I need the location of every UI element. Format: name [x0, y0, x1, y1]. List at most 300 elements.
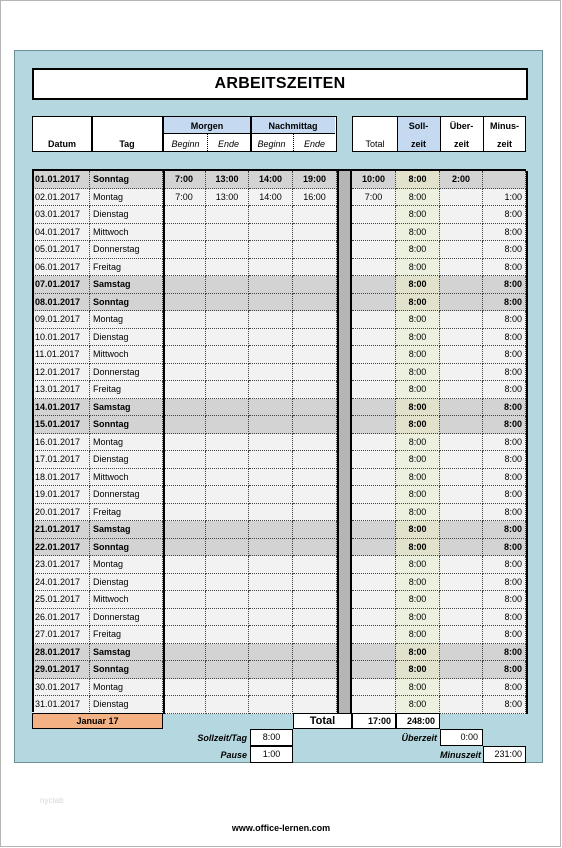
cell-me[interactable]: [206, 206, 249, 224]
cell-ueber: [440, 539, 483, 557]
cell-total: [352, 311, 396, 329]
cell-minus: 8:00: [483, 609, 526, 627]
cell-mb[interactable]: [163, 661, 206, 679]
cell-total: [352, 434, 396, 452]
cell-ne[interactable]: [293, 416, 337, 434]
sheet-title: ARBEITSZEITEN: [32, 68, 528, 100]
cell-soll: 8:00: [396, 329, 440, 347]
cell-ne[interactable]: [293, 504, 337, 522]
cell-mb[interactable]: [163, 224, 206, 242]
cell-total: [352, 486, 396, 504]
cell-mb[interactable]: [163, 329, 206, 347]
cell-ne[interactable]: [293, 556, 337, 574]
cell-ne[interactable]: [293, 364, 337, 382]
cell-total: [352, 644, 396, 662]
cell-ne[interactable]: [293, 626, 337, 644]
cell-ne[interactable]: [293, 434, 337, 452]
cell-tag: Donnerstag: [90, 241, 163, 259]
header-sums: [352, 116, 526, 152]
cell-soll: 8:00: [396, 224, 440, 242]
cell-mb[interactable]: [163, 644, 206, 662]
cell-minus: 8:00: [483, 241, 526, 259]
cell-total: [352, 416, 396, 434]
cell-ueber: [440, 434, 483, 452]
cell-soll: 8:00: [396, 469, 440, 487]
cell-me[interactable]: [206, 329, 249, 347]
cell-me[interactable]: [206, 679, 249, 697]
cell-minus: 8:00: [483, 661, 526, 679]
cell-me[interactable]: [206, 626, 249, 644]
header-times: [163, 116, 337, 152]
cell-me[interactable]: [206, 609, 249, 627]
cell-total: 7:00: [352, 189, 396, 207]
cell-minus: 8:00: [483, 416, 526, 434]
cell-ueber: [440, 364, 483, 382]
table-row: [15, 381, 544, 399]
cell-nb[interactable]: [249, 609, 293, 627]
cell-datum: 22.01.2017: [32, 539, 90, 557]
cell-nb[interactable]: 14:00: [249, 171, 293, 189]
cell-datum: 15.01.2017: [32, 416, 90, 434]
cell-nb[interactable]: [249, 241, 293, 259]
cell-ne[interactable]: [293, 486, 337, 504]
cell-datum: 30.01.2017: [32, 679, 90, 697]
cell-nb[interactable]: [249, 574, 293, 592]
cell-mb[interactable]: [163, 591, 206, 609]
table-row: [15, 574, 544, 592]
cell-soll: 8:00: [396, 171, 440, 189]
table-row: [15, 469, 544, 487]
cell-datum: 17.01.2017: [32, 451, 90, 469]
cell-soll: 8:00: [396, 626, 440, 644]
cell-ne[interactable]: 16:00: [293, 189, 337, 207]
cell-nb[interactable]: [249, 224, 293, 242]
cell-soll: 8:00: [396, 241, 440, 259]
cell-ne[interactable]: [293, 276, 337, 294]
cell-datum: 21.01.2017: [32, 521, 90, 539]
table-row: [15, 189, 544, 207]
cell-nb[interactable]: [249, 591, 293, 609]
cell-ne[interactable]: [293, 696, 337, 714]
cell-soll: 8:00: [396, 556, 440, 574]
cell-tag: Donnerstag: [90, 364, 163, 382]
cell-nb[interactable]: [249, 399, 293, 417]
cell-tag: Samstag: [90, 399, 163, 417]
cell-me[interactable]: [206, 294, 249, 312]
cell-me[interactable]: [206, 556, 249, 574]
cell-datum: 12.01.2017: [32, 364, 90, 382]
sollzeit-label: Sollzeit/Tag: [197, 733, 247, 743]
cell-minus: 8:00: [483, 644, 526, 662]
cell-me[interactable]: [206, 574, 249, 592]
cell-nb[interactable]: [249, 486, 293, 504]
cell-me[interactable]: [206, 451, 249, 469]
cell-me[interactable]: [206, 504, 249, 522]
cell-mb[interactable]: [163, 574, 206, 592]
cell-me[interactable]: [206, 539, 249, 557]
header-ueber-1: Über-: [449, 121, 474, 131]
cell-minus: 8:00: [483, 451, 526, 469]
cell-datum: 18.01.2017: [32, 469, 90, 487]
cell-ueber: [440, 241, 483, 259]
cell-minus: 8:00: [483, 224, 526, 242]
cell-tag: Freitag: [90, 259, 163, 277]
header-minus-2: zeit: [496, 139, 512, 149]
cell-soll: 8:00: [396, 276, 440, 294]
cell-nb[interactable]: [249, 206, 293, 224]
cell-total: [352, 521, 396, 539]
cell-total: [352, 364, 396, 382]
cell-nb[interactable]: [249, 259, 293, 277]
cell-total: [352, 626, 396, 644]
cell-minus: 8:00: [483, 486, 526, 504]
cell-tag: Sonntag: [90, 294, 163, 312]
cell-soll: 8:00: [396, 661, 440, 679]
table-row: [15, 171, 544, 189]
cell-total: [352, 329, 396, 347]
cell-nb[interactable]: [249, 539, 293, 557]
column-divider: [337, 171, 339, 714]
cell-soll: 8:00: [396, 259, 440, 277]
cell-mb[interactable]: [163, 259, 206, 277]
cell-tag: Samstag: [90, 644, 163, 662]
cell-mb[interactable]: [163, 294, 206, 312]
cell-soll: 8:00: [396, 381, 440, 399]
cell-datum: 31.01.2017: [32, 696, 90, 714]
cell-minus: 8:00: [483, 364, 526, 382]
header-minus-1: Minus-: [490, 121, 519, 131]
cell-ueber: [440, 329, 483, 347]
cell-tag: Donnerstag: [90, 486, 163, 504]
cell-ne[interactable]: [293, 591, 337, 609]
cell-me[interactable]: [206, 241, 249, 259]
cell-ne[interactable]: [293, 329, 337, 347]
cell-datum: 25.01.2017: [32, 591, 90, 609]
cell-mb[interactable]: 7:00: [163, 189, 206, 207]
table-row: [15, 241, 544, 259]
cell-soll: 8:00: [396, 521, 440, 539]
header-ende-morgen: Ende: [217, 139, 240, 149]
table-row: [15, 346, 544, 364]
cell-total: [352, 346, 396, 364]
cell-ne[interactable]: [293, 644, 337, 662]
cell-ne[interactable]: [293, 609, 337, 627]
cell-soll: 8:00: [396, 574, 440, 592]
table-row: [15, 591, 544, 609]
cell-mb[interactable]: [163, 469, 206, 487]
cell-tag: Samstag: [90, 276, 163, 294]
cell-soll: 8:00: [396, 294, 440, 312]
cell-minus: 8:00: [483, 399, 526, 417]
cell-tag: Sonntag: [90, 171, 163, 189]
cell-ne[interactable]: [293, 311, 337, 329]
cell-tag: Montag: [90, 434, 163, 452]
cell-total: [352, 574, 396, 592]
soll-total-value: 248:00: [396, 713, 440, 729]
header-date-day: [32, 116, 163, 152]
table-row: [15, 451, 544, 469]
cell-ueber: [440, 696, 483, 714]
cell-mb[interactable]: [163, 206, 206, 224]
cell-ueber: [440, 469, 483, 487]
cell-nb[interactable]: [249, 311, 293, 329]
cell-tag: Montag: [90, 679, 163, 697]
cell-tag: Dienstag: [90, 574, 163, 592]
cell-ueber: [440, 679, 483, 697]
cell-me[interactable]: [206, 399, 249, 417]
cell-datum: 13.01.2017: [32, 381, 90, 399]
sollzeit-value[interactable]: 8:00: [250, 729, 293, 746]
cell-mb[interactable]: [163, 434, 206, 452]
cell-tag: Montag: [90, 556, 163, 574]
cell-total: [352, 294, 396, 312]
cell-tag: Mittwoch: [90, 224, 163, 242]
cell-me[interactable]: [206, 364, 249, 382]
cell-total: [352, 661, 396, 679]
cell-ne[interactable]: [293, 451, 337, 469]
cell-nb[interactable]: [249, 626, 293, 644]
cell-ueber: [440, 381, 483, 399]
cell-ueber: [440, 346, 483, 364]
header-tag: Tag: [119, 139, 135, 149]
cell-me[interactable]: [206, 661, 249, 679]
cell-me[interactable]: [206, 416, 249, 434]
cell-ueber: [440, 556, 483, 574]
cell-total: [352, 399, 396, 417]
minuszeit-value: 231:00: [483, 746, 526, 763]
cell-datum: 09.01.2017: [32, 311, 90, 329]
cell-mb[interactable]: [163, 521, 206, 539]
header-soll-1: Soll-: [408, 121, 429, 131]
total-label: Total: [293, 713, 352, 729]
cell-soll: 8:00: [396, 399, 440, 417]
cell-ueber: [440, 609, 483, 627]
cell-ueber: [440, 661, 483, 679]
header-ende-nachmittag: Ende: [303, 139, 326, 149]
cell-tag: Donnerstag: [90, 609, 163, 627]
cell-soll: 8:00: [396, 311, 440, 329]
cell-mb[interactable]: [163, 241, 206, 259]
cell-me[interactable]: [206, 521, 249, 539]
table-row: [15, 504, 544, 522]
cell-ne[interactable]: [293, 241, 337, 259]
cell-me[interactable]: [206, 259, 249, 277]
cell-nb[interactable]: [249, 469, 293, 487]
cell-total: [352, 696, 396, 714]
cell-me[interactable]: [206, 311, 249, 329]
cell-total: [352, 679, 396, 697]
cell-ne[interactable]: [293, 259, 337, 277]
worksheet: [14, 50, 543, 763]
cell-nb[interactable]: [249, 696, 293, 714]
cell-me[interactable]: [206, 276, 249, 294]
cell-ne[interactable]: [293, 224, 337, 242]
cell-ueber: [440, 276, 483, 294]
cell-ueber: [440, 259, 483, 277]
cell-datum: 07.01.2017: [32, 276, 90, 294]
cell-mb[interactable]: [163, 399, 206, 417]
cell-ueber: [440, 451, 483, 469]
cell-ne[interactable]: [293, 521, 337, 539]
cell-nb[interactable]: [249, 451, 293, 469]
cell-me[interactable]: [206, 224, 249, 242]
cell-tag: Mittwoch: [90, 346, 163, 364]
cell-mb[interactable]: [163, 696, 206, 714]
ueberzeit-value: 0:00: [440, 729, 483, 746]
footer-url[interactable]: www.office-lernen.com: [231, 823, 331, 833]
cell-mb[interactable]: [163, 504, 206, 522]
cell-ne[interactable]: [293, 469, 337, 487]
cell-ne[interactable]: [293, 294, 337, 312]
cell-me[interactable]: [206, 469, 249, 487]
cell-minus: 8:00: [483, 574, 526, 592]
cell-ueber: [440, 574, 483, 592]
cell-nb[interactable]: [249, 364, 293, 382]
cell-ueber: [440, 311, 483, 329]
cell-minus: 8:00: [483, 504, 526, 522]
cell-nb[interactable]: [249, 679, 293, 697]
header-datum: Datum: [47, 139, 76, 149]
header-beginn-morgen: Beginn: [171, 139, 200, 149]
cell-datum: 28.01.2017: [32, 644, 90, 662]
table-row: [15, 294, 544, 312]
cell-datum: 10.01.2017: [32, 329, 90, 347]
cell-ne[interactable]: [293, 399, 337, 417]
cell-datum: 29.01.2017: [32, 661, 90, 679]
cell-ueber: [440, 591, 483, 609]
cell-ne[interactable]: 19:00: [293, 171, 337, 189]
cell-ne[interactable]: [293, 574, 337, 592]
cell-nb[interactable]: [249, 521, 293, 539]
cell-mb[interactable]: [163, 451, 206, 469]
table-row: [15, 626, 544, 644]
table-row: [15, 609, 544, 627]
cell-nb[interactable]: [249, 294, 293, 312]
cell-soll: 8:00: [396, 451, 440, 469]
cell-mb[interactable]: [163, 311, 206, 329]
cell-tag: Montag: [90, 189, 163, 207]
cell-mb[interactable]: [163, 539, 206, 557]
cell-ne[interactable]: [293, 206, 337, 224]
cell-soll: 8:00: [396, 486, 440, 504]
cell-datum: 14.01.2017: [32, 399, 90, 417]
header-morgen: Morgen: [190, 121, 224, 131]
cell-mb[interactable]: 7:00: [163, 171, 206, 189]
cell-me[interactable]: [206, 434, 249, 452]
cell-ne[interactable]: [293, 381, 337, 399]
cell-nb[interactable]: 14:00: [249, 189, 293, 207]
cell-tag: Sonntag: [90, 416, 163, 434]
cell-mb[interactable]: [163, 381, 206, 399]
cell-me[interactable]: 13:00: [206, 171, 249, 189]
minuszeit-label: Minuszeit: [439, 750, 481, 760]
cell-mb[interactable]: [163, 276, 206, 294]
cell-soll: 8:00: [396, 644, 440, 662]
cell-mb[interactable]: [163, 556, 206, 574]
table-top-border: [32, 169, 526, 171]
cell-total: [352, 469, 396, 487]
cell-ne[interactable]: [293, 346, 337, 364]
cell-nb[interactable]: [249, 644, 293, 662]
table-row: [15, 521, 544, 539]
cell-me[interactable]: [206, 381, 249, 399]
table-row: [15, 416, 544, 434]
cell-nb[interactable]: [249, 661, 293, 679]
cell-minus: 8:00: [483, 381, 526, 399]
header-total: Total: [365, 139, 385, 149]
cell-tag: Freitag: [90, 381, 163, 399]
cell-minus: 8:00: [483, 556, 526, 574]
cell-datum: 03.01.2017: [32, 206, 90, 224]
cell-nb[interactable]: [249, 416, 293, 434]
cell-nb[interactable]: [249, 556, 293, 574]
cell-soll: 8:00: [396, 189, 440, 207]
cell-ne[interactable]: [293, 679, 337, 697]
table-row: [15, 329, 544, 347]
table-row: [15, 399, 544, 417]
cell-nb[interactable]: [249, 346, 293, 364]
cell-mb[interactable]: [163, 416, 206, 434]
cell-minus: 8:00: [483, 591, 526, 609]
table-row: [15, 276, 544, 294]
cell-nb[interactable]: [249, 276, 293, 294]
cell-soll: 8:00: [396, 364, 440, 382]
cell-me[interactable]: [206, 591, 249, 609]
cell-mb[interactable]: [163, 626, 206, 644]
cell-tag: Montag: [90, 311, 163, 329]
cell-ne[interactable]: [293, 539, 337, 557]
cell-total: [352, 539, 396, 557]
cell-minus: 8:00: [483, 521, 526, 539]
cell-soll: 8:00: [396, 609, 440, 627]
cell-me[interactable]: [206, 644, 249, 662]
cell-me[interactable]: [206, 696, 249, 714]
cell-mb[interactable]: [163, 679, 206, 697]
table-row: [15, 644, 544, 662]
pause-value[interactable]: 1:00: [250, 746, 293, 763]
cell-total: [352, 451, 396, 469]
month-label: Januar 17: [32, 713, 163, 729]
cell-me[interactable]: [206, 486, 249, 504]
cell-mb[interactable]: [163, 486, 206, 504]
table-row: [15, 224, 544, 242]
cell-mb[interactable]: [163, 346, 206, 364]
cell-datum: 26.01.2017: [32, 609, 90, 627]
cell-tag: Sonntag: [90, 539, 163, 557]
cell-mb[interactable]: [163, 364, 206, 382]
header-ueber-2: zeit: [453, 139, 469, 149]
cell-tag: Mittwoch: [90, 591, 163, 609]
header-nachmittag: Nachmittag: [268, 121, 318, 131]
cell-mb[interactable]: [163, 609, 206, 627]
cell-nb[interactable]: [249, 434, 293, 452]
table-row: [15, 486, 544, 504]
cell-minus: 8:00: [483, 626, 526, 644]
cell-nb[interactable]: [249, 329, 293, 347]
cell-total: [352, 504, 396, 522]
cell-nb[interactable]: [249, 381, 293, 399]
cell-me[interactable]: [206, 346, 249, 364]
watermark: nyctab: [40, 796, 64, 805]
cell-tag: Mittwoch: [90, 469, 163, 487]
cell-minus: [483, 171, 526, 189]
cell-minus: 8:00: [483, 696, 526, 714]
cell-ueber: [440, 416, 483, 434]
cell-me[interactable]: 13:00: [206, 189, 249, 207]
cell-datum: 02.01.2017: [32, 189, 90, 207]
cell-ne[interactable]: [293, 661, 337, 679]
cell-nb[interactable]: [249, 504, 293, 522]
